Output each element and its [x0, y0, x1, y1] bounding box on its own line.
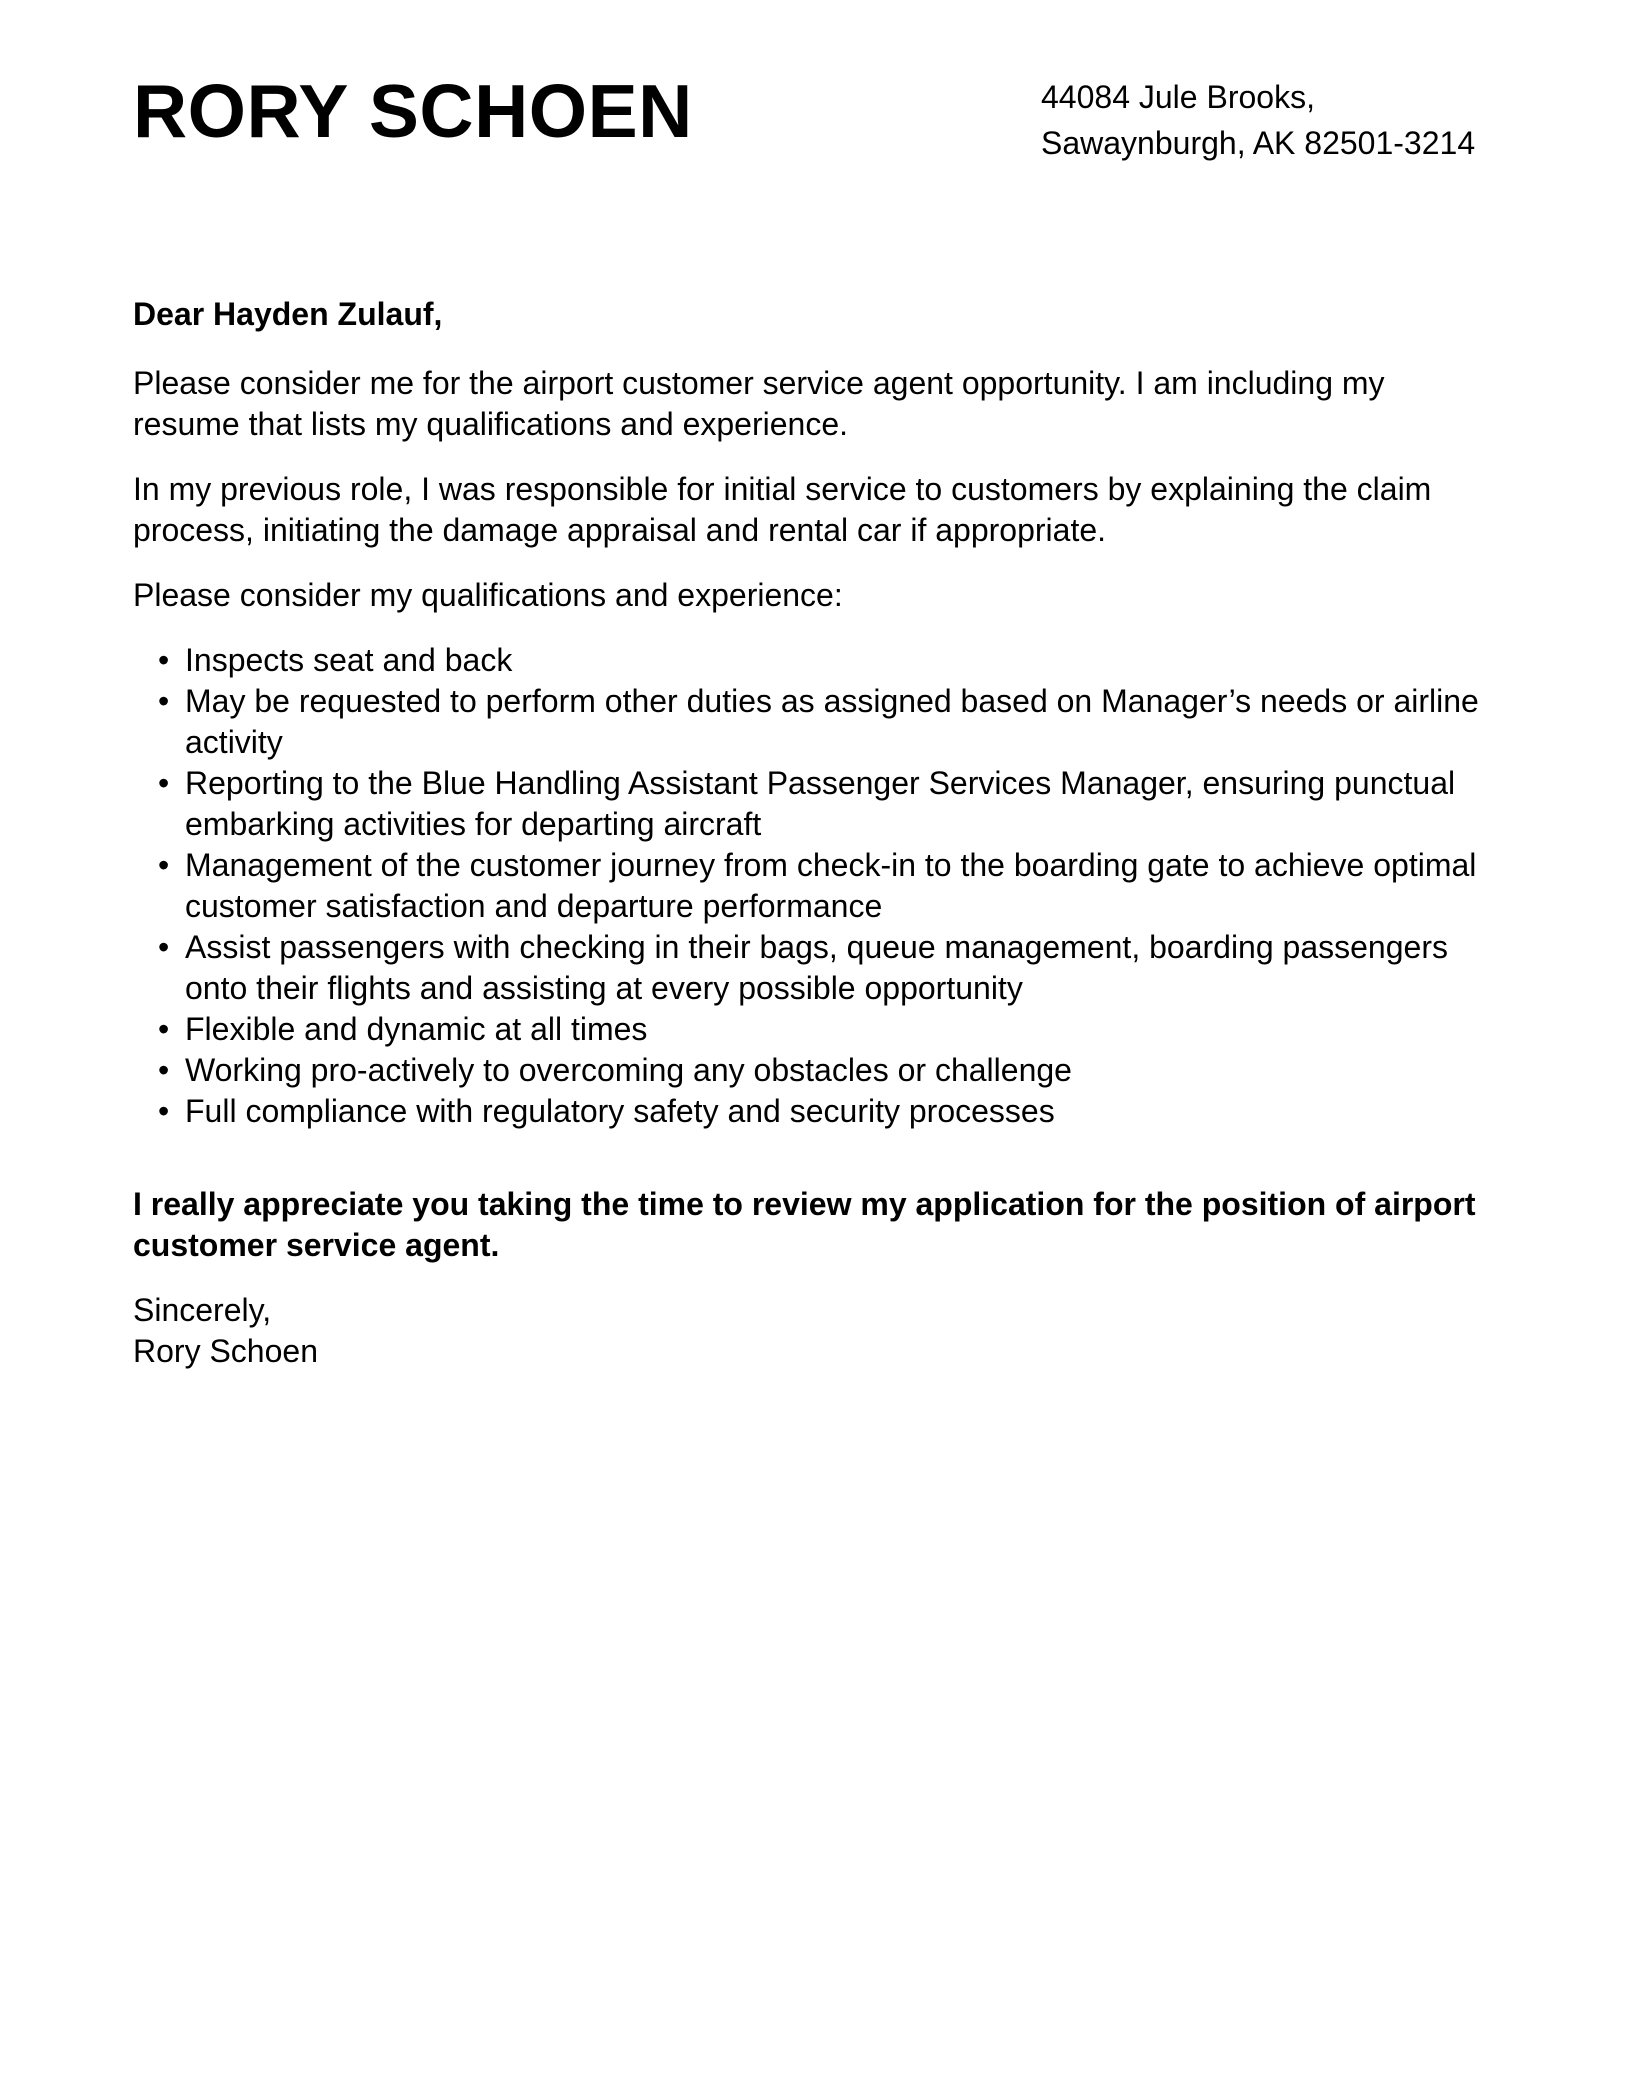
address-line-2: Sawaynburgh, AK 82501-3214 — [1041, 125, 1476, 161]
intro-paragraph: Please consider me for the airport customer service agent opportunity. I am including my resume that lists my qualifications and experience. — [133, 365, 1385, 442]
address-line-1: 44084 Jule Brooks, — [1041, 79, 1315, 115]
qualification-item: • May be requested to perform other duties as assigned based on Manager’s needs or airline activity — [185, 681, 1499, 763]
qualification-item: • Reporting to the Blue Handling Assistant Passenger Services Manager, ensuring punctual embarking activities for departing aircraft — [185, 763, 1499, 845]
qualifications-intro: Please consider my qualifications and experience: — [133, 577, 843, 613]
qualification-item: • Flexible and dynamic at all times — [185, 1009, 1499, 1050]
signoff: Sincerely, — [133, 1292, 272, 1328]
closing-paragraph: I really appreciate you taking the time to review my application for the position of airport customer service agent. — [133, 1186, 1476, 1263]
qualification-item: • Assist passengers with checking in their bags, queue management, boarding passengers onto their flights and assisting at every possible opportunity — [185, 927, 1499, 1009]
letter-body — [133, 294, 1499, 1372]
applicant-address — [1041, 74, 1499, 166]
qualification-item: • Management of the customer journey from check-in to the boarding gate to achieve optimal customer satisfaction and departure performance — [185, 845, 1499, 927]
signature-name: Rory Schoen — [133, 1333, 318, 1369]
applicant-name: RORY SCHOEN — [133, 69, 693, 153]
qualifications-list — [133, 640, 1499, 1132]
qualification-item: • Full compliance with regulatory safety and security processes — [185, 1091, 1499, 1132]
letter-header — [133, 69, 1499, 166]
qualification-item: • Working pro-actively to overcoming any obstacles or challenge — [185, 1050, 1499, 1091]
signoff-block — [133, 1290, 1499, 1372]
greeting: Dear Hayden Zulauf, — [133, 296, 443, 332]
qualification-item: • Inspects seat and back — [185, 640, 1499, 681]
previous-role-paragraph: In my previous role, I was responsible for initial service to customers by explaining the claim process, initiating the damage appraisal and rental car if appropriate. — [133, 471, 1432, 548]
